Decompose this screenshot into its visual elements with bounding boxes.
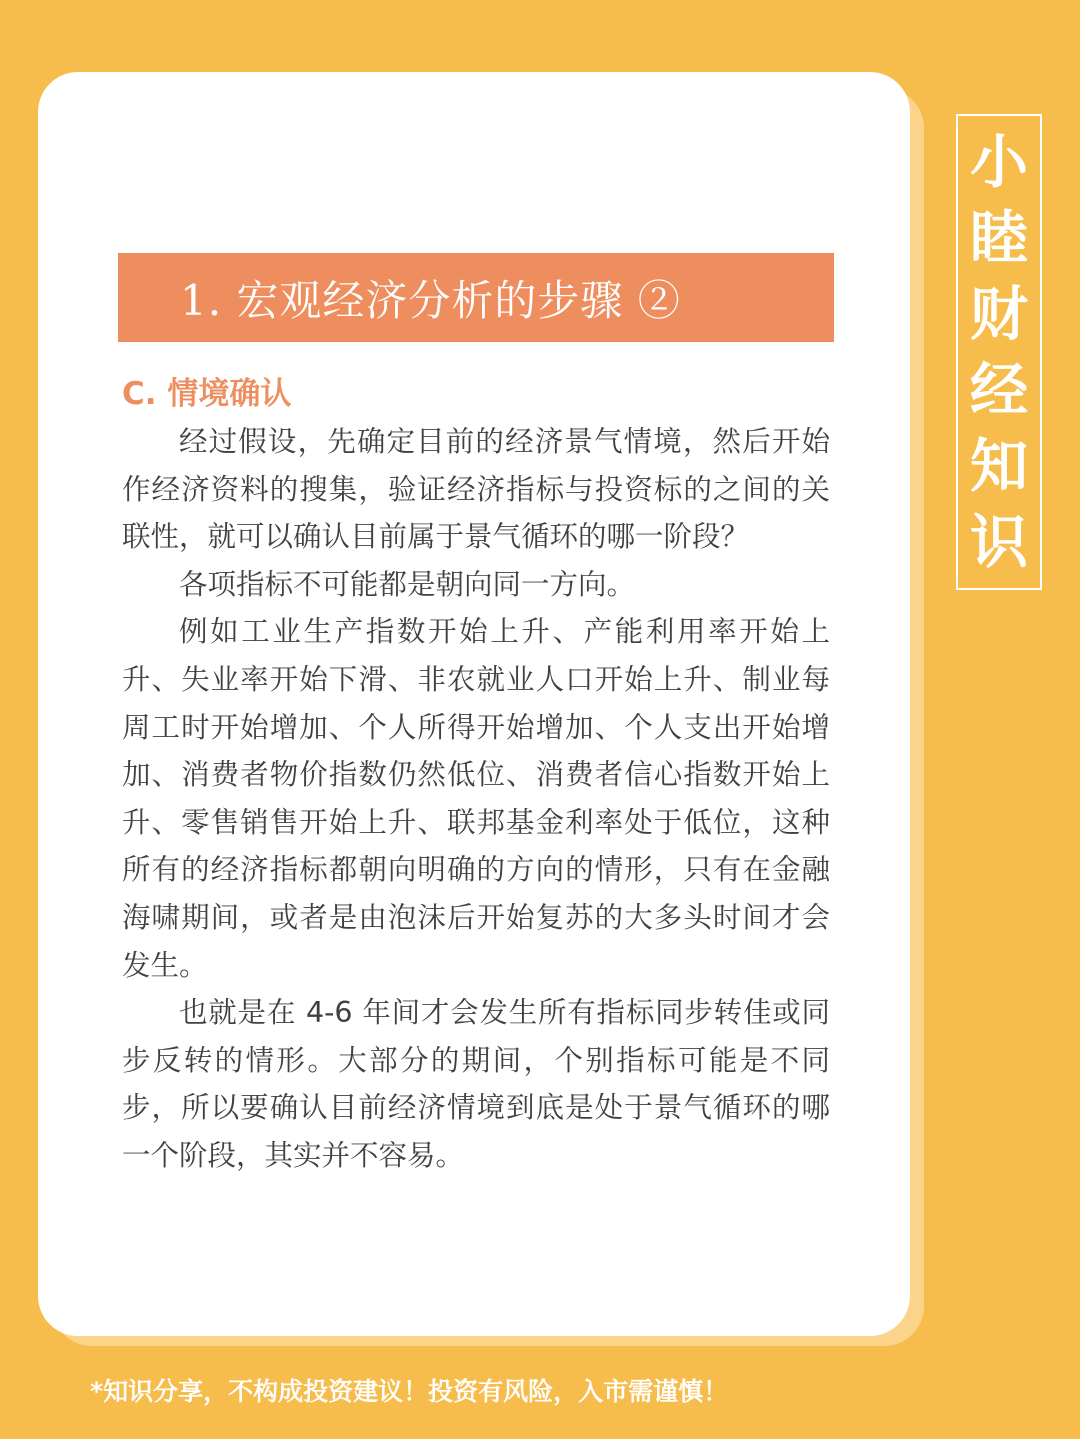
page-title: 1. 宏观经济分析的步骤 ② <box>180 275 681 325</box>
paragraph-1: 经过假设，先确定目前的经济景气情境，然后开始作经济资料的搜集，验证经济指标与投资标的之间的关联性，就可以确认目前属于景气循环的哪一阶段？ <box>122 425 830 554</box>
brand-char: 经 <box>969 356 1028 424</box>
brand-char: 知 <box>969 432 1028 500</box>
brand-char: 识 <box>969 508 1028 576</box>
article-body <box>122 418 830 1180</box>
paragraph-4: 也就是在 4-6 年间才会发生所有指标同步转佳或同步反转的情形。大部分的期间，个别指标可能是不同步，所以要确认目前经济情境到底是处于景气循环的哪一个阶段，其实并不容易。 <box>122 996 830 1172</box>
section-heading: C. 情境确认 <box>122 376 292 412</box>
brand-char: 睦 <box>969 204 1028 272</box>
disclaimer-text: *知识分享，不构成投资建议！投资有风险，入市需谨慎！ <box>90 1377 729 1406</box>
brand-char: 财 <box>969 280 1028 348</box>
brand-char: 小 <box>969 128 1028 196</box>
paragraph-2: 各项指标不可能都是朝向同一方向。 <box>179 567 636 601</box>
title-banner <box>118 253 834 342</box>
brand-vertical-label <box>956 114 1042 590</box>
paragraph-3: 例如工业生产指数开始上升、产能利用率开始上升、失业率开始下滑、非农就业人口开始上升、制业每周工时开始增加、个人所得开始增加、个人支出开始增加、消费者物价指数仍然低位、消费者信心指数开始上升、零售销售开始上升、联邦基金利率处于低位，这种所有的经济指标都朝向明确的方向的情形，只有在金融海啸期间，或者是由泡沫后开始复苏的大多头时间才会发生。 <box>122 615 830 982</box>
